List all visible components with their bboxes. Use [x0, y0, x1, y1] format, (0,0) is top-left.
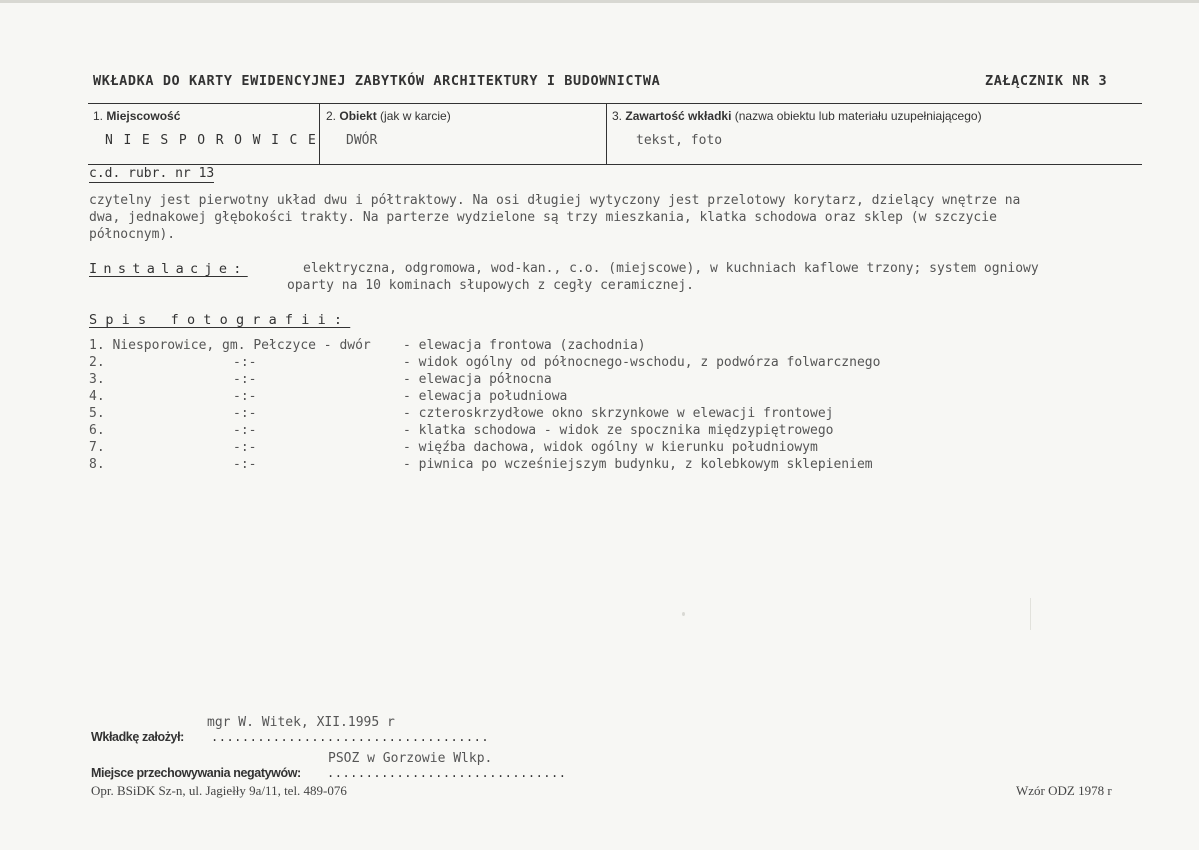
- continuation-ref: c.d. rubr. nr 13: [89, 166, 215, 181]
- paper-mark: [682, 612, 685, 616]
- description-line: północnym).: [89, 227, 176, 242]
- author-dots: ....................................: [211, 730, 490, 744]
- object-label: 2. Obiekt (jak w karcie): [326, 109, 451, 123]
- photo-item-number: 2.: [89, 355, 105, 370]
- installations-line: oparty na 10 kominach słupowych z cegły ceramicznej.: [287, 278, 694, 293]
- photo-item-ditto: -:-: [233, 406, 257, 421]
- info-table: [88, 103, 1142, 165]
- photo-item-ditto: -:-: [233, 457, 257, 472]
- photo-item-number: 3.: [89, 372, 105, 387]
- author-label: Wkładkę założył:: [91, 730, 184, 744]
- photo-item-description: - piwnica po wcześniejszym budynku, z kolebkowym sklepieniem: [403, 457, 873, 472]
- photo-item-description: - elewacja południowa: [403, 389, 568, 404]
- storage-label: Miejsce przechowywania negatywów:: [91, 766, 301, 780]
- photo-item-ditto: -:-: [233, 372, 257, 387]
- description-line: dwa, jednakowej głębokości trakty. Na parterze wydzielone są trzy mieszkania, klatka schodowa oraz sklep (w szczycie: [89, 210, 997, 225]
- object-value: DWÓR: [346, 133, 378, 148]
- installations-heading: Instalacje:: [89, 261, 248, 277]
- description-line: czytelny jest pierwotny układ dwu i półtraktowy. Na osi długiej wytyczony jest przelotowy korytarz, dzielący wnętrze na: [89, 193, 1021, 208]
- photo-item-ditto: -:-: [233, 389, 257, 404]
- photo-item-description: - klatka schodowa - widok ze spocznika międzypiętrowego: [403, 423, 834, 438]
- photo-item-description: - elewacja północna: [403, 372, 552, 387]
- locality-value: N I E S P O R O W I C E: [105, 133, 318, 148]
- insert-content-value: tekst, foto: [636, 133, 723, 148]
- table-divider: [606, 104, 607, 164]
- installations-line: elektryczna, odgromowa, wod-kan., c.o. (miejscowe), w kuchniach kaflowe trzony; system ogniowy: [303, 261, 1039, 276]
- photo-item-description: - elewacja frontowa (zachodnia): [403, 338, 646, 353]
- storage-dots: ...............................: [327, 766, 567, 780]
- photo-item-ditto: -:-: [233, 423, 257, 438]
- photo-item-description: - więźba dachowa, widok ogólny w kierunku południowym: [403, 440, 818, 455]
- annex-number: ZAŁĄCZNIK NR 3: [985, 73, 1108, 89]
- photo-item-ditto: -:-: [233, 440, 257, 455]
- photo-item-description: - czteroskrzydłowe okno skrzynkowe w elewacji frontowej: [403, 406, 834, 421]
- storage-value: PSOZ w Gorzowie Wlkp.: [328, 751, 493, 766]
- table-divider: [319, 104, 320, 164]
- printer-info: Opr. BSiDK Sz-n, ul. Jagiełły 9a/11, tel. 489-076: [91, 783, 347, 798]
- photo-item-description: - widok ogólny od północnego-wschodu, z podwórza folwarcznego: [403, 355, 881, 370]
- photo-item-number: 1. Niesporowice, gm. Pełczyce - dwór: [89, 338, 371, 353]
- photo-item-ditto: -:-: [233, 355, 257, 370]
- insert-content-label: 3. Zawartość wkładki (nazwa obiektu lub materiału uzupełniającego): [612, 109, 982, 123]
- template-info: Wzór ODZ 1978 r: [1016, 783, 1112, 798]
- paper-mark: [1030, 598, 1031, 630]
- photo-item-number: 6.: [89, 423, 105, 438]
- photo-item-number: 5.: [89, 406, 105, 421]
- photo-list-heading: Spis fotografii:: [89, 312, 351, 328]
- author-value: mgr W. Witek, XII.1995 r: [207, 715, 395, 730]
- photo-item-number: 8.: [89, 457, 105, 472]
- locality-label: 1. Miejscowość: [93, 109, 181, 123]
- photo-item-number: 7.: [89, 440, 105, 455]
- document-title: WKŁADKA DO KARTY EWIDENCYJNEJ ZABYTKÓW ARCHITEKTURY I BUDOWNICTWA: [93, 73, 661, 89]
- photo-item-number: 4.: [89, 389, 105, 404]
